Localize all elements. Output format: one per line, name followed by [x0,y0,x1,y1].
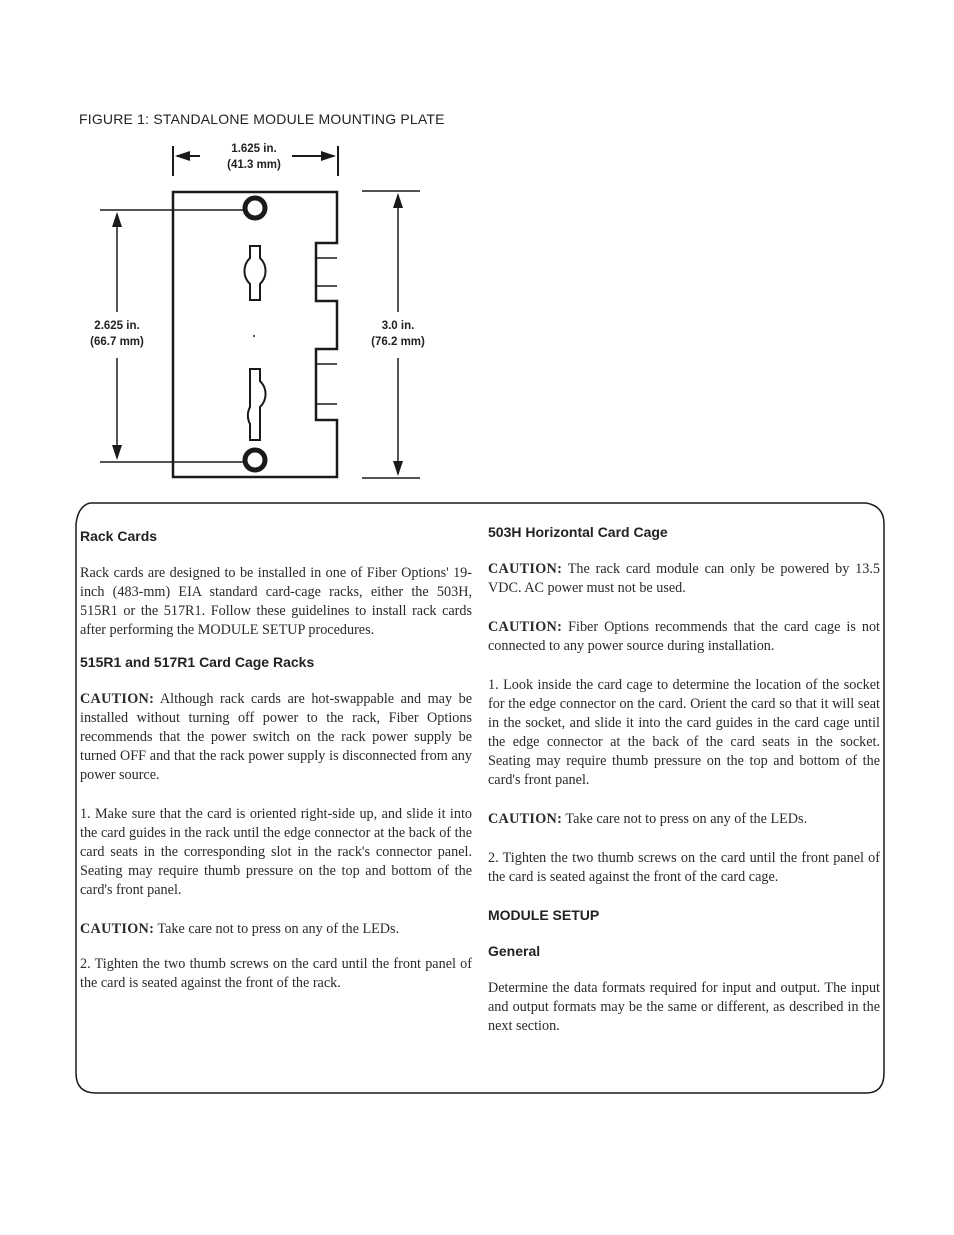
upper-keyhole [244,246,265,300]
left-arrowhead-bottom [112,445,122,460]
left-arrowhead-top [112,212,122,227]
right-step-2: 2. Tighten the two thumb screws on the card until the front panel of the card is seated against the front of the card cage. [488,850,880,885]
horizontal-card-cage-heading: 503H Horizontal Card Cage [488,524,668,540]
right-column [488,524,880,1036]
rack-cards-heading: Rack Cards [80,528,158,544]
right-caution-3: CAUTION: Take care not to press on any of the LEDs. [488,811,808,827]
left-step-1: 1. Make sure that the card is oriented right-side up, and slide it into the card guides in the rack until the edge connector at the back of the card seats in the corresponding slot in the rack's connector panel. Seating may require thumb pressure on the top and bottom of the card's front panel. [80,806,472,898]
width-dimension-label: 1.625 in. (41.3 mm) [227,143,281,171]
bottom-mounting-hole [245,450,265,470]
module-setup-heading: MODULE SETUP [488,907,600,923]
right-arrowhead-top [393,193,403,208]
rack-cards-intro: Rack cards are designed to be installed in one of Fiber Options' 19-inch (483-mm) EIA standard card-cage racks, either the 503H, 515R1 or the 517R1. Follow these guidelines to install rack cards after performing the MODULE SETUP procedures. [80,565,472,638]
right-caution-2: CAUTION: Fiber Options recommends that the card cage is not connected to any power source during installation. [488,619,880,654]
left-caution-1: CAUTION: Although rack cards are hot-swappable and may be installed without turning off power to the rack, Fiber Options recommends that the power switch on the rack power supply be turned OFF and that the rack power supply is disconnected from any power source. [80,691,472,783]
width-arrowhead-left [175,151,190,161]
left-caution-2: CAUTION: Take care not to press on any of the LEDs. [80,921,400,937]
left-step-2: 2. Tighten the two thumb screws on the card until the front panel of the card is seated against the front of the rack. [80,956,472,991]
left-column [80,528,472,993]
center-dot [253,335,255,337]
plate-outline [173,192,337,477]
right-arrowhead-bottom [393,461,403,476]
card-cage-racks-heading: 515R1 and 517R1 Card Cage Racks [80,654,315,670]
figure-title: FIGURE 1: STANDALONE MODULE MOUNTING PLATE [79,111,445,127]
right-step-1: 1. Look inside the card cage to determine the location of the socket for the edge connector on the card. Orient the card so that it will seat in the socket, and slide it into the card guides in the card cage until the edge connector at the back of the card seats in the socket. Seating may require thumb pressure on the top and bottom of the card's front panel. [488,677,880,788]
general-text: Determine the data formats required for input and output. The input and output formats may be the same or different, as described in the next section. [488,980,880,1034]
left-dimension-label: 2.625 in. (66.7 mm) [90,320,144,348]
top-mounting-hole [245,198,265,218]
width-arrowhead-right [321,151,336,161]
lower-keyhole [248,369,266,440]
right-dimension-label: 3.0 in. (76.2 mm) [371,320,425,348]
general-heading: General [488,943,541,959]
right-caution-1: CAUTION: The rack card module can only be powered by 13.5 VDC. AC power must not be used. [488,561,880,596]
